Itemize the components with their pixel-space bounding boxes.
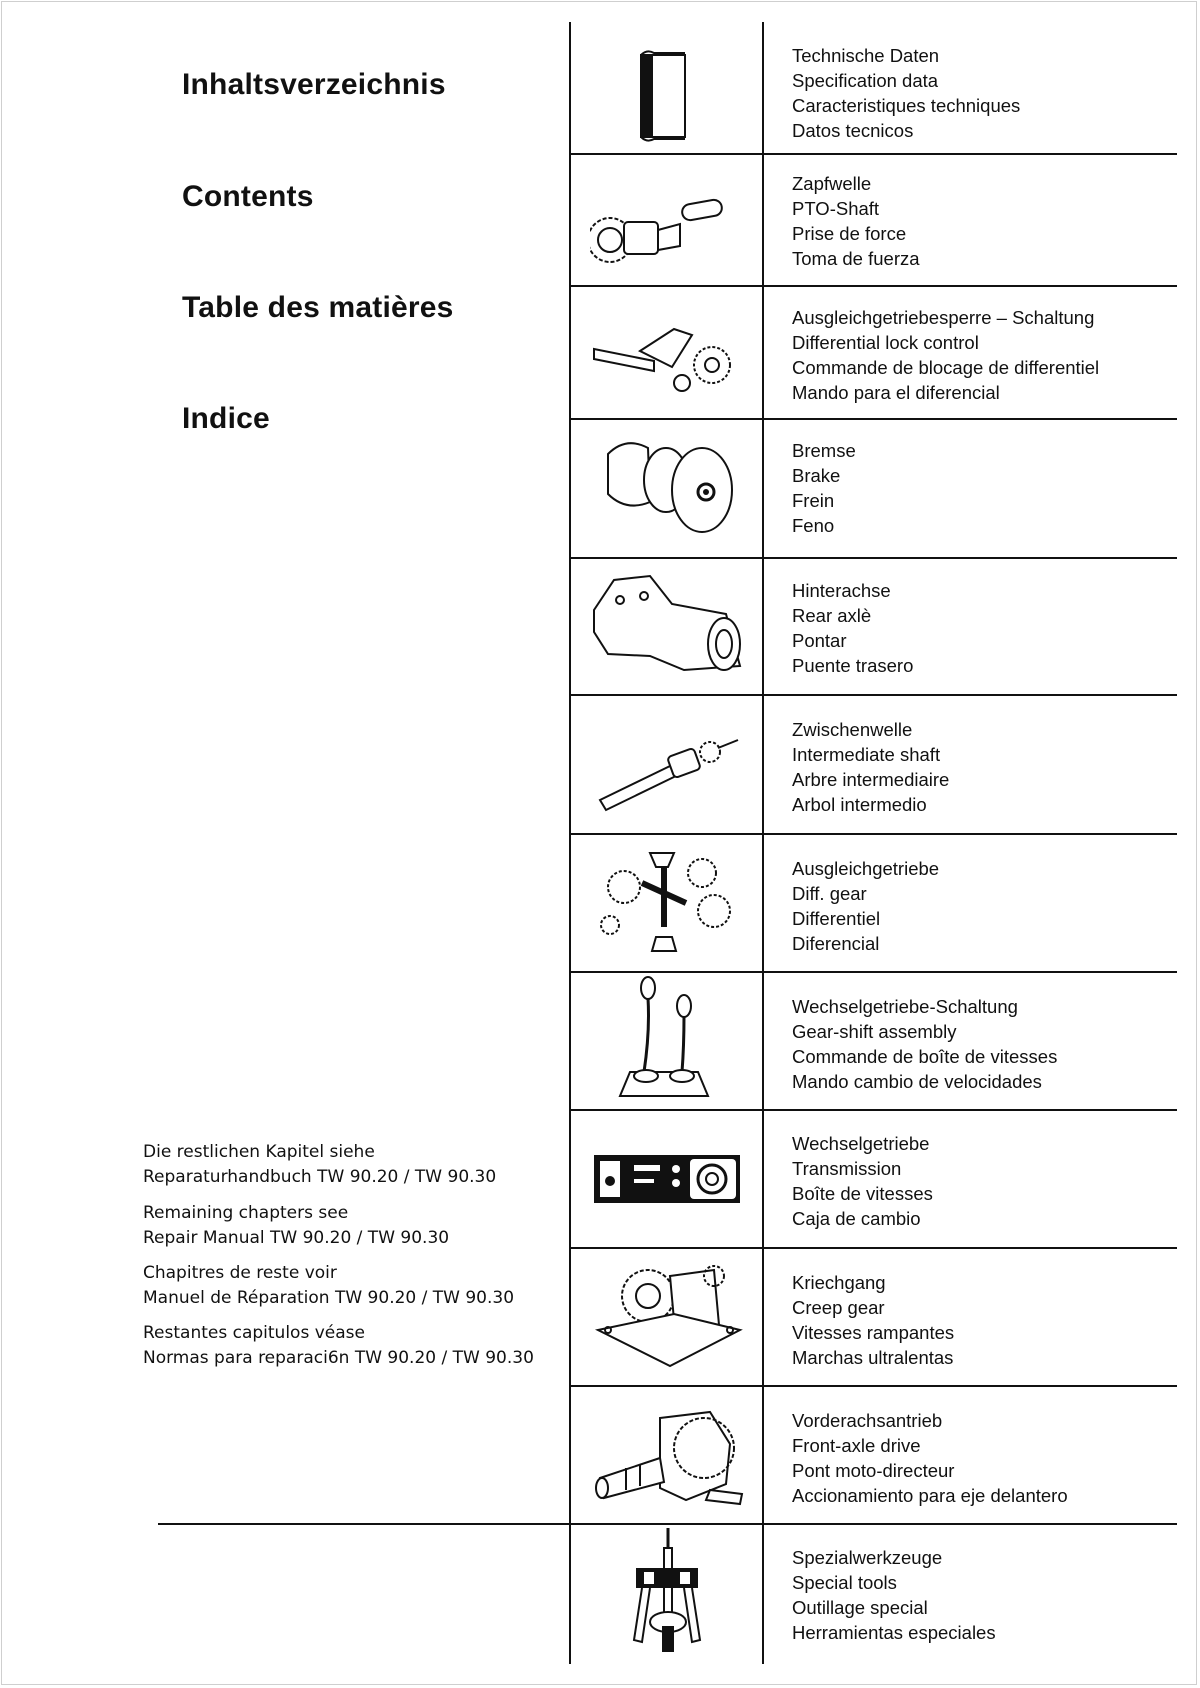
section-line: PTO-Shaft (792, 198, 880, 219)
remaining-chapters-note-es (143, 1321, 534, 1371)
section-line: Accionamiento para eje delantero (792, 1485, 1068, 1506)
section-line: Diff. gear (792, 883, 867, 904)
section-intermediate-shaft (792, 717, 949, 817)
section-line: Toma de fuerza (792, 248, 920, 269)
section-line: Ausgleichgetriebe (792, 858, 940, 879)
section-line: Technische Daten (792, 45, 940, 66)
section-line: Creep gear (792, 1297, 885, 1318)
section-line: Prise de force (792, 223, 907, 244)
note-line: Die restlichen Kapitel siehe (143, 1142, 375, 1162)
note-line: Repair Manual TW 90.20 / TW 90.30 (143, 1228, 450, 1248)
note-line: Reparaturhandbuch TW 90.20 / TW 90.30 (143, 1167, 497, 1187)
puller-tool-icon (590, 1528, 750, 1638)
section-creep-gear (792, 1270, 954, 1370)
section-line: Caja de cambio (792, 1208, 921, 1229)
table-column-divider (762, 22, 764, 1664)
heading-contents: Contents (182, 180, 314, 213)
section-line: Wechselgetriebe (792, 1133, 930, 1154)
section-line: Commande de blocage de differentiel (792, 357, 1100, 378)
section-line: Hinterachse (792, 580, 891, 601)
heading-indice: Indice (182, 402, 270, 435)
brake-disc-icon (590, 432, 750, 542)
intermediate-shaft-icon (590, 718, 750, 828)
section-line: Outillage special (792, 1597, 928, 1618)
front-axle-drive-icon (590, 1404, 750, 1514)
section-line: Frein (792, 490, 835, 511)
section-line: Special tools (792, 1572, 897, 1593)
section-line: Puente trasero (792, 655, 914, 676)
table-left-border (569, 22, 571, 1664)
section-line: Vitesses rampantes (792, 1322, 955, 1343)
section-technical-data (792, 43, 1020, 143)
section-line: Caracteristiques techniques (792, 95, 1021, 116)
note-line: Restantes capitulos véase (143, 1323, 365, 1343)
section-line: Mando cambio de velocidades (792, 1071, 1042, 1092)
section-front-axle-drive (792, 1408, 1068, 1508)
remaining-chapters-note-en (143, 1201, 449, 1251)
section-line: Ausgleichgetriebesperre – Schaltung (792, 307, 1095, 328)
book-icon (590, 35, 750, 145)
row-divider (569, 1385, 1177, 1387)
section-transmission (792, 1131, 933, 1231)
row-divider (569, 694, 1177, 696)
section-line: Zwischenwelle (792, 719, 913, 740)
row-divider-wide (158, 1523, 1177, 1525)
section-line: Marchas ultralentas (792, 1347, 954, 1368)
section-special-tools (792, 1545, 996, 1645)
section-line: Rear axlè (792, 605, 872, 626)
pto-shaft-icon (590, 180, 750, 290)
section-line: Front-axle drive (792, 1435, 921, 1456)
section-line: Intermediate shaft (792, 744, 941, 765)
section-line: Differential lock control (792, 332, 979, 353)
differential-gears-icon (590, 843, 750, 953)
section-line: Vorderachsantrieb (792, 1410, 943, 1431)
section-rear-axle (792, 578, 913, 678)
section-pto-shaft (792, 171, 920, 271)
section-differential-gear (792, 856, 939, 956)
section-differential-lock-control (792, 305, 1099, 405)
section-line: Diferencial (792, 933, 880, 954)
heading-table-des-matieres: Table des matières (182, 291, 454, 324)
row-divider (569, 153, 1177, 155)
differential-lock-lever-icon (590, 305, 750, 415)
section-line: Arbre intermediaire (792, 769, 950, 790)
creep-gear-icon (590, 1256, 750, 1366)
row-divider (569, 833, 1177, 835)
section-line: Brake (792, 465, 841, 486)
section-line: Feno (792, 515, 835, 536)
row-divider (569, 418, 1177, 420)
note-line: Manuel de Réparation TW 90.20 / TW 90.30 (143, 1288, 515, 1308)
gear-shift-levers-icon (590, 976, 750, 1086)
note-line: Normas para reparaci6n TW 90.20 / TW 90.30 (143, 1348, 534, 1368)
row-divider (569, 557, 1177, 559)
section-line: Datos tecnicos (792, 120, 914, 141)
row-divider (569, 1109, 1177, 1111)
section-line: Spezialwerkzeuge (792, 1547, 943, 1568)
section-line: Commande de boîte de vitesses (792, 1046, 1058, 1067)
heading-inhaltsverzeichnis: Inhaltsverzeichnis (182, 68, 446, 101)
section-line: Bremse (792, 440, 856, 461)
section-line: Differentiel (792, 908, 881, 929)
section-line: Mando para el diferencial (792, 382, 1000, 403)
transmission-housing-icon (590, 1145, 750, 1255)
section-brake (792, 438, 856, 538)
section-line: Pontar (792, 630, 847, 651)
note-line: Remaining chapters see (143, 1203, 349, 1223)
row-divider (569, 971, 1177, 973)
section-line: Boîte de vitesses (792, 1183, 933, 1204)
section-line: Arbol intermedio (792, 794, 927, 815)
note-line: Chapitres de reste voir (143, 1263, 337, 1283)
section-gear-shift-assembly (792, 994, 1057, 1094)
remaining-chapters-note-fr (143, 1261, 514, 1311)
section-line: Gear-shift assembly (792, 1021, 957, 1042)
section-line: Wechselgetriebe-Schaltung (792, 996, 1018, 1017)
rear-axle-housing-icon (590, 570, 750, 680)
remaining-chapters-note-de (143, 1140, 496, 1190)
section-line: Transmission (792, 1158, 902, 1179)
section-line: Pont moto-directeur (792, 1460, 955, 1481)
section-line: Zapfwelle (792, 173, 872, 194)
section-line: Herramientas especiales (792, 1622, 996, 1643)
section-line: Specification data (792, 70, 939, 91)
section-line: Kriechgang (792, 1272, 886, 1293)
